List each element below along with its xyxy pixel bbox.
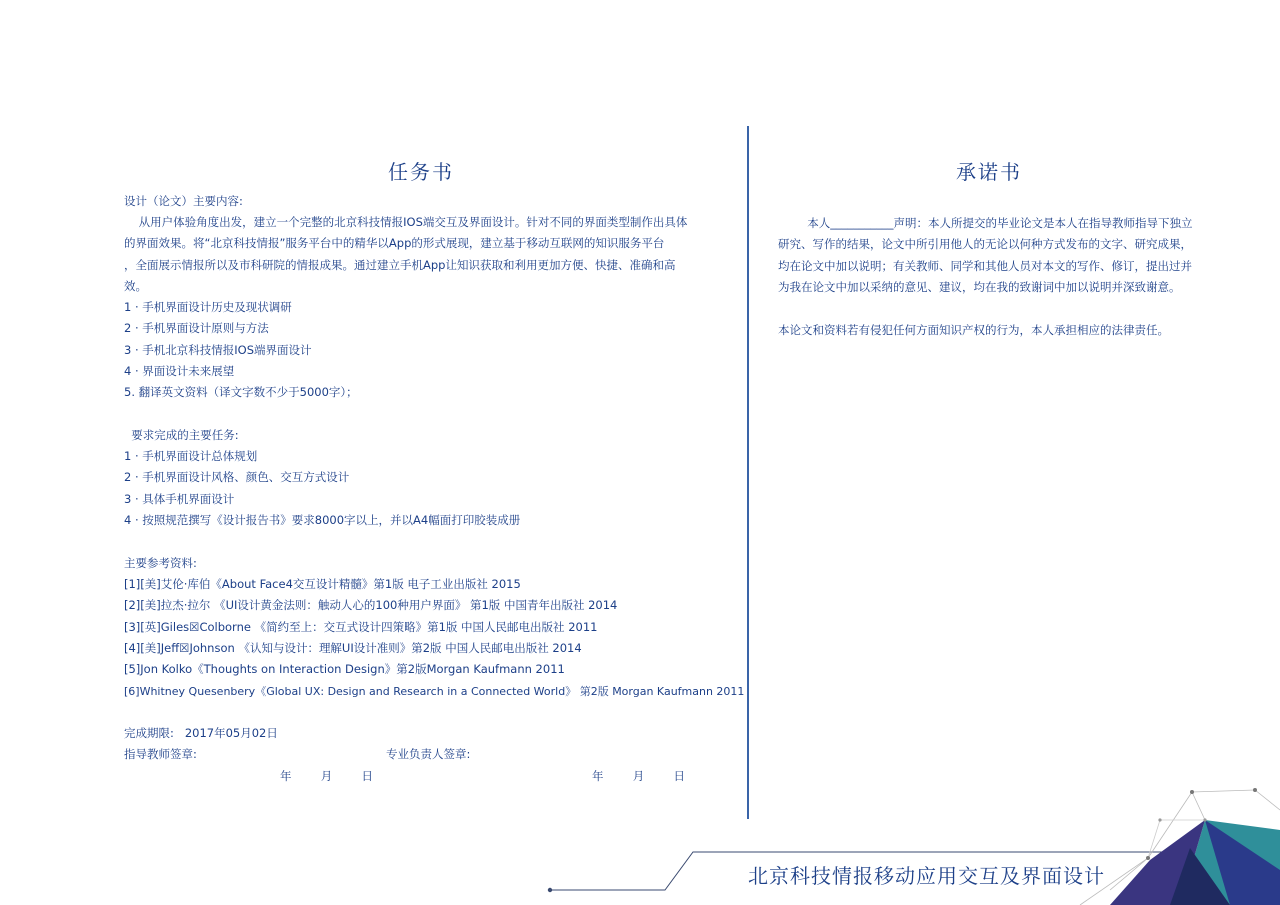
- intro-line: ，全面展示情报所以及市科研院的情报成果。通过建立手机App让知识获取和利用更加方便、快捷、准确和高: [124, 258, 676, 272]
- task-item: 3 · 具体手机界面设计: [124, 492, 235, 506]
- footer-line-dot: [548, 888, 552, 892]
- content-label: 设计（论文）主要内容:: [124, 194, 243, 208]
- reference-item: [1][美]艾伦·库伯《About Face4交互设计精髓》第1版 电子工业出版社 2015: [124, 577, 521, 591]
- tasks-label: 要求完成的主要任务:: [124, 428, 239, 442]
- task-title: 任务书: [388, 160, 454, 184]
- footer-title: 北京科技情报移动应用交互及界面设计: [748, 864, 1105, 888]
- content-item: 4 · 界面设计未来展望: [124, 364, 235, 378]
- task-item: 4 · 按照规范撰写《设计报告书》要求8000字以上，并以A4幅面打印胶装成册: [124, 513, 521, 527]
- pledge-title: 承诺书: [956, 160, 1022, 184]
- content-item: 3 · 手机北京科技情报IOS端界面设计: [124, 343, 312, 357]
- pledge-paragraph: 本人___________声明：本人所提交的毕业论文是本人在指导教师指导下独立研究、写作的结果，论文中所引用他人的无论以何种方式发布的文字、研究成果，均在论文中加以说明；有关教师、同学和其他人员对本文的写作、修订，提出过并为我在论文中加以采纳的意见、建议，均在我的致谢词中加以说明并深致谢意。: [778, 216, 1193, 294]
- reference-item: [6]Whitney Quesenbery《Global UX: Design and Research in a Connected World》 第2版 Morgan Kaufmann 2011: [124, 685, 745, 698]
- date-right: 年 月 日: [592, 769, 685, 783]
- reference-item: [5]Jon Kolko《Thoughts on Interaction Design》第2版Morgan Kaufmann 2011: [124, 662, 565, 676]
- content-item: 1 · 手机界面设计历史及现状调研: [124, 300, 292, 314]
- task-item: 1 · 手机界面设计总体规划: [124, 449, 258, 463]
- reference-item: [3][英]Giles☒Colborne 《简约至上：交互式设计四策略》第1版 中国人民邮电出版社 2011: [124, 620, 598, 634]
- content-item: 2 · 手机界面设计原则与方法: [124, 321, 269, 335]
- pledge-paragraph-2: 本论文和资料若有侵犯任何方面知识产权的行为，本人承担相应的法律责任。: [778, 323, 1169, 337]
- deadline: 完成期限: 2017年05月02日: [124, 726, 278, 740]
- reference-item: [2][美]拉杰·拉尔 《UI设计黄金法则：触动人心的100种用户界面》 第1版 中国青年出版社 2014: [124, 598, 618, 612]
- task-item: 2 · 手机界面设计风格、颜色、交互方式设计: [124, 470, 350, 484]
- content-item: 5. 翻译英文资料（译文字数不少于5000字）；: [124, 385, 358, 399]
- reference-item: [4][美]Jeff☒Johnson 《认知与设计：理解UI设计准则》第2版 中国人民邮电出版社 2014: [124, 641, 582, 655]
- date-left: 年 月 日: [280, 769, 373, 783]
- advisor-signature-label: 指导教师签章:: [124, 747, 197, 761]
- intro-line: 的界面效果。将“北京科技情报”服务平台中的精华以App的形式展现，建立基于移动互联网的知识服务平台: [124, 236, 665, 250]
- refs-label: 主要参考资料:: [124, 556, 197, 570]
- intro-line: 从用户体验角度出发，建立一个完整的北京科技情报IOS端交互及界面设计。针对不同的界面类型制作出具体: [124, 215, 688, 229]
- intro-line: 效。: [124, 279, 147, 293]
- leader-signature-label: 专业负责人签章:: [386, 747, 471, 761]
- polygon-graphic: [1080, 788, 1280, 905]
